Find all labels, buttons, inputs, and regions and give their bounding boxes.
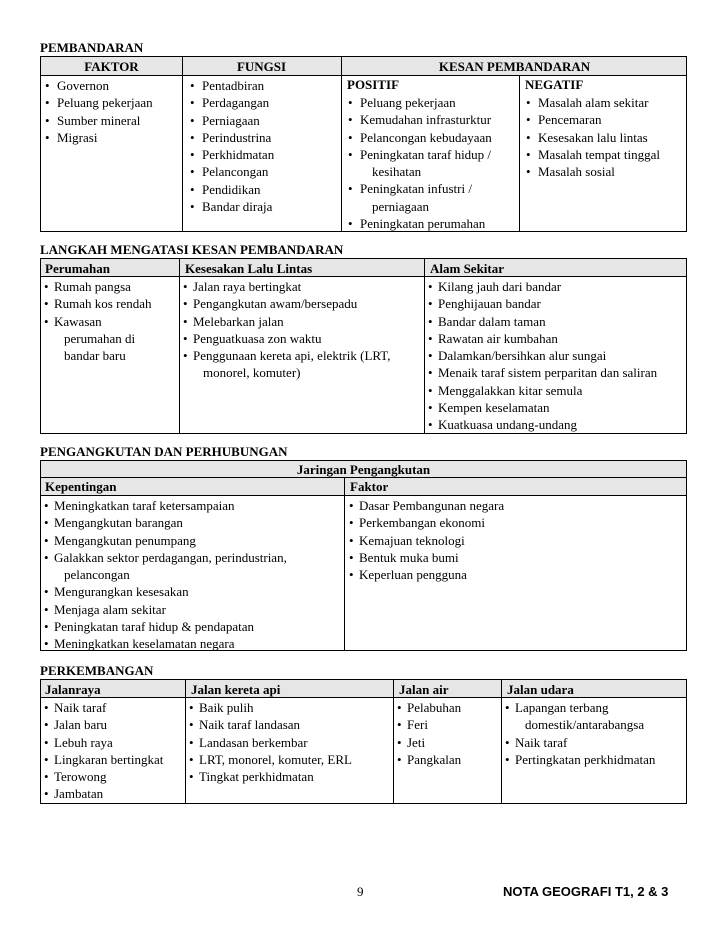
list-item: [44, 549, 287, 584]
list-item-text: Meningkatkan taraf ketersampaian: [54, 498, 235, 513]
list-item: [189, 77, 274, 94]
list-item: [349, 514, 504, 531]
list-item: [428, 347, 657, 364]
list-item: [347, 180, 492, 215]
fungsi-column: [189, 77, 274, 215]
negatif-label: NEGATIF: [525, 77, 584, 92]
list-item: [428, 278, 657, 295]
list-item-text: Menjaga alam sekitar: [54, 601, 166, 617]
list-item-text: Rawatan air kumbahan: [438, 330, 558, 346]
list-item-text: Kesesakan lalu lintas: [538, 129, 648, 145]
list-item-text: Melebarkan jalan: [193, 313, 284, 329]
list-item-continuation: bandar baru: [64, 348, 126, 364]
section-title-pembandaran: PEMBANDARAN: [40, 40, 144, 55]
list-item-text: Menaik taraf sistem perparitan dan saliran: [438, 365, 658, 381]
list-item-text: Lebuh raya: [54, 734, 113, 750]
list-item-continuation: pelancongan: [64, 567, 130, 583]
list-item: [397, 751, 461, 768]
header-faktor-pengangkutan: Faktor: [350, 479, 389, 494]
section-title-pengangkutan: PENGANGKUTAN DAN PERHUBUNGAN: [40, 444, 288, 459]
list-item-text: LRT, monorel, komuter, ERL: [199, 751, 352, 767]
alam-sekitar-column: [428, 278, 657, 434]
list-item-text: Jeti: [407, 734, 426, 750]
list-item-text: Pentadbiran: [202, 78, 265, 93]
list-item: [44, 497, 287, 514]
list-item: [397, 716, 461, 733]
faktor-column: [44, 77, 153, 146]
list-item-text: Mengangkutan barangan: [54, 515, 183, 531]
list-item-continuation: domestik/antarabangsa: [525, 717, 645, 733]
list-item: [44, 785, 163, 802]
list-item-text: Perdagangan: [202, 95, 270, 111]
list-item-text: Perindustrina: [202, 129, 272, 145]
list-item-text: Meningkatkan keselamatan negara: [54, 636, 235, 652]
negatif-column: [525, 94, 660, 180]
perkembangan-header-row: [41, 680, 686, 698]
positif-label: POSITIF: [347, 77, 400, 92]
jaringan-pengangkutan-title: Jaringan Pengangkutan: [296, 462, 431, 477]
list-item: [525, 94, 660, 111]
list-item-text: Landasan berkembar: [199, 734, 308, 750]
list-item: [189, 112, 274, 129]
kesesakan-column: [183, 278, 391, 382]
positif-column: [347, 94, 492, 232]
list-item-text: Kempen keselamatan: [438, 400, 550, 416]
list-item-text: Feri: [407, 717, 428, 733]
list-item-text: Masalah sosial: [538, 164, 615, 180]
list-item-text: Peningkatan taraf hidup & pendapatan: [54, 619, 254, 635]
list-item-text: Pelancongan: [202, 164, 269, 180]
header-kepentingan: Kepentingan: [45, 479, 117, 494]
list-item-text: Naik taraf landasan: [199, 717, 301, 733]
page-number: 9: [357, 884, 364, 899]
list-item: [349, 532, 504, 549]
list-item: [44, 583, 287, 600]
list-item-text: Perkhidmatan: [202, 147, 275, 163]
faktor-pengangkutan-column: [349, 497, 504, 583]
list-item: [347, 94, 492, 111]
list-item: [189, 751, 352, 768]
list-item-text: Kuatkuasa undang-undang: [438, 417, 577, 433]
list-item: [189, 94, 274, 111]
langkah-header-row: [41, 259, 686, 277]
header-perumahan: Perumahan: [45, 261, 110, 276]
list-item-text: Pencemaran: [538, 112, 602, 128]
list-item: [428, 364, 657, 381]
list-item-text: Pengangkutan awam/bersepadu: [193, 296, 358, 312]
list-item: [428, 330, 657, 347]
list-item-text: Bandar diraja: [202, 199, 273, 215]
list-item: [189, 699, 352, 716]
list-item-text: Kilang jauh dari bandar: [438, 279, 562, 294]
list-item: [44, 601, 287, 618]
list-item: [525, 163, 660, 180]
jalan-udara-column: [505, 699, 655, 768]
header-jalan-kereta-api: Jalan kereta api: [191, 682, 281, 697]
list-item-text: Kawasan: [54, 313, 102, 329]
list-item: [428, 313, 657, 330]
list-item-text: Kemudahan infrasturktur: [360, 112, 492, 128]
list-item-text: Baik pulih: [199, 700, 254, 715]
langkah-table: [40, 258, 687, 434]
list-item-text: Naik taraf: [54, 700, 107, 715]
list-item-text: Naik taraf: [515, 734, 568, 750]
list-item: [428, 295, 657, 312]
list-item-text: Perniagaan: [202, 112, 260, 128]
list-item: [349, 549, 504, 566]
list-item: [349, 566, 504, 583]
list-item: [44, 514, 287, 531]
list-item-text: Migrasi: [57, 129, 98, 145]
list-item: [44, 635, 287, 652]
list-item: [44, 77, 153, 94]
list-item: [183, 330, 391, 347]
list-item: [44, 618, 287, 635]
header-fungsi: FUNGSI: [236, 59, 287, 74]
perumahan-column: [44, 278, 151, 364]
list-item-text: Pertingkatan perkhidmatan: [515, 751, 656, 767]
list-item-text: Galakkan sektor perdagangan, perindustrian,: [54, 549, 287, 565]
list-item: [183, 295, 391, 312]
list-item-text: Pelancongan kebudayaan: [360, 129, 492, 145]
list-item: [525, 129, 660, 146]
header-jalan-air: Jalan air: [399, 682, 449, 697]
list-item: [525, 111, 660, 128]
list-item-text: Lapangan terbang: [515, 700, 609, 715]
list-item: [189, 734, 352, 751]
pengangkutan-table: [40, 460, 687, 651]
list-item-text: Penggunaan kereta api, elektrik (LRT,: [193, 348, 391, 364]
list-item: [397, 734, 461, 751]
jalanraya-column: [44, 699, 163, 803]
kepentingan-column: [44, 497, 287, 653]
list-item-text: Peluang pekerjaan: [57, 95, 153, 111]
list-item: [183, 313, 391, 330]
pembandaran-table: [40, 56, 687, 232]
list-item: [428, 399, 657, 416]
list-item: [189, 146, 274, 163]
list-item: [44, 699, 163, 716]
list-item: [347, 146, 492, 181]
list-item-text: Masalah alam sekitar: [538, 95, 649, 110]
list-item: [505, 699, 655, 734]
list-item: [44, 112, 153, 129]
list-item-text: Bandar dalam taman: [438, 313, 546, 329]
list-item-text: Menggalakkan kitar semula: [438, 382, 583, 398]
list-item-text: Sumber mineral: [57, 112, 141, 128]
list-item-text: Rumah kos rendah: [54, 296, 152, 312]
list-item-text: Bentuk muka bumi: [359, 549, 459, 565]
list-item: [505, 751, 655, 768]
list-item-continuation: perniagaan: [372, 198, 430, 214]
header-kesan-pembandaran: KESAN PEMBANDARAN: [438, 59, 591, 74]
list-item-text: Pelabuhan: [407, 700, 462, 715]
list-item: [44, 751, 163, 768]
header-jalan-udara: Jalan udara: [507, 682, 574, 697]
list-item-text: Peningkatan perumahan: [360, 216, 486, 232]
jalan-air-column: [397, 699, 461, 768]
list-item-text: Dasar Pembangunan negara: [359, 498, 505, 513]
list-item-text: Peningkatan infustri /: [360, 181, 472, 197]
list-item-text: Tingkat perkhidmatan: [199, 769, 314, 785]
list-item: [347, 215, 492, 232]
list-item-text: Rumah pangsa: [54, 279, 131, 294]
list-item: [189, 163, 274, 180]
list-item-text: Dalamkan/bersihkan alur sungai: [438, 348, 607, 364]
list-item-text: Keperluan pengguna: [359, 567, 467, 583]
list-item-continuation: kesihatan: [372, 164, 422, 180]
list-item: [397, 699, 461, 716]
kereta-api-column: [189, 699, 352, 785]
list-item: [44, 768, 163, 785]
list-item: [44, 716, 163, 733]
list-item: [189, 716, 352, 733]
section-title-perkembangan: PERKEMBANGAN: [40, 663, 154, 678]
list-item: [347, 129, 492, 146]
list-item: [428, 416, 657, 433]
list-item-text: Jalan raya bertingkat: [193, 279, 302, 294]
list-item: [505, 734, 655, 751]
list-item: [44, 278, 151, 295]
list-item-text: Perkembangan ekonomi: [359, 515, 485, 531]
list-item: [189, 129, 274, 146]
footer-title: NOTA GEOGRAFI T1, 2 & 3: [503, 884, 669, 899]
perkembangan-table: [40, 679, 687, 804]
list-item-continuation: monorel, komuter): [203, 365, 301, 381]
list-item: [44, 129, 153, 146]
list-item-text: Jambatan: [54, 786, 104, 802]
list-item: [189, 768, 352, 785]
list-item: [44, 94, 153, 111]
list-item: [525, 146, 660, 163]
list-item-text: Jalan baru: [54, 717, 108, 733]
header-jalanraya: Jalanraya: [45, 682, 101, 697]
list-item-text: Pendidikan: [202, 181, 261, 197]
section-title-langkah: LANGKAH MENGATASI KESAN PEMBANDARAN: [40, 242, 344, 257]
list-item: [189, 198, 274, 215]
list-item: [44, 295, 151, 312]
list-item-text: Masalah tempat tinggal: [538, 146, 661, 162]
list-item-text: Mengangkutan penumpang: [54, 532, 196, 548]
list-item: [428, 382, 657, 399]
list-item-text: Lingkaran bertingkat: [54, 751, 164, 767]
list-item: [349, 497, 504, 514]
list-item-text: Peluang pekerjaan: [360, 95, 456, 110]
header-alam-sekitar: Alam Sekitar: [430, 261, 505, 276]
list-item: [44, 532, 287, 549]
list-item-text: Peningkatan taraf hidup /: [360, 146, 492, 162]
list-item-text: Kemajuan teknologi: [359, 532, 465, 548]
list-item: [347, 111, 492, 128]
list-item-text: Mengurangkan kesesakan: [54, 584, 189, 600]
list-item: [183, 347, 391, 382]
list-item-text: Penghijauan bandar: [438, 296, 541, 312]
header-faktor: FAKTOR: [84, 59, 139, 74]
list-item-continuation: perumahan di: [64, 330, 136, 346]
header-kesesakan: Kesesakan Lalu Lintas: [185, 261, 313, 276]
list-item-text: Terowong: [54, 769, 107, 785]
list-item: [189, 181, 274, 198]
list-item-text: Penguatkuasa zon waktu: [193, 330, 322, 346]
list-item: [183, 278, 391, 295]
list-item-text: Governon: [57, 78, 109, 93]
list-item: [44, 734, 163, 751]
list-item-text: Pangkalan: [407, 751, 462, 767]
list-item: [44, 313, 151, 365]
